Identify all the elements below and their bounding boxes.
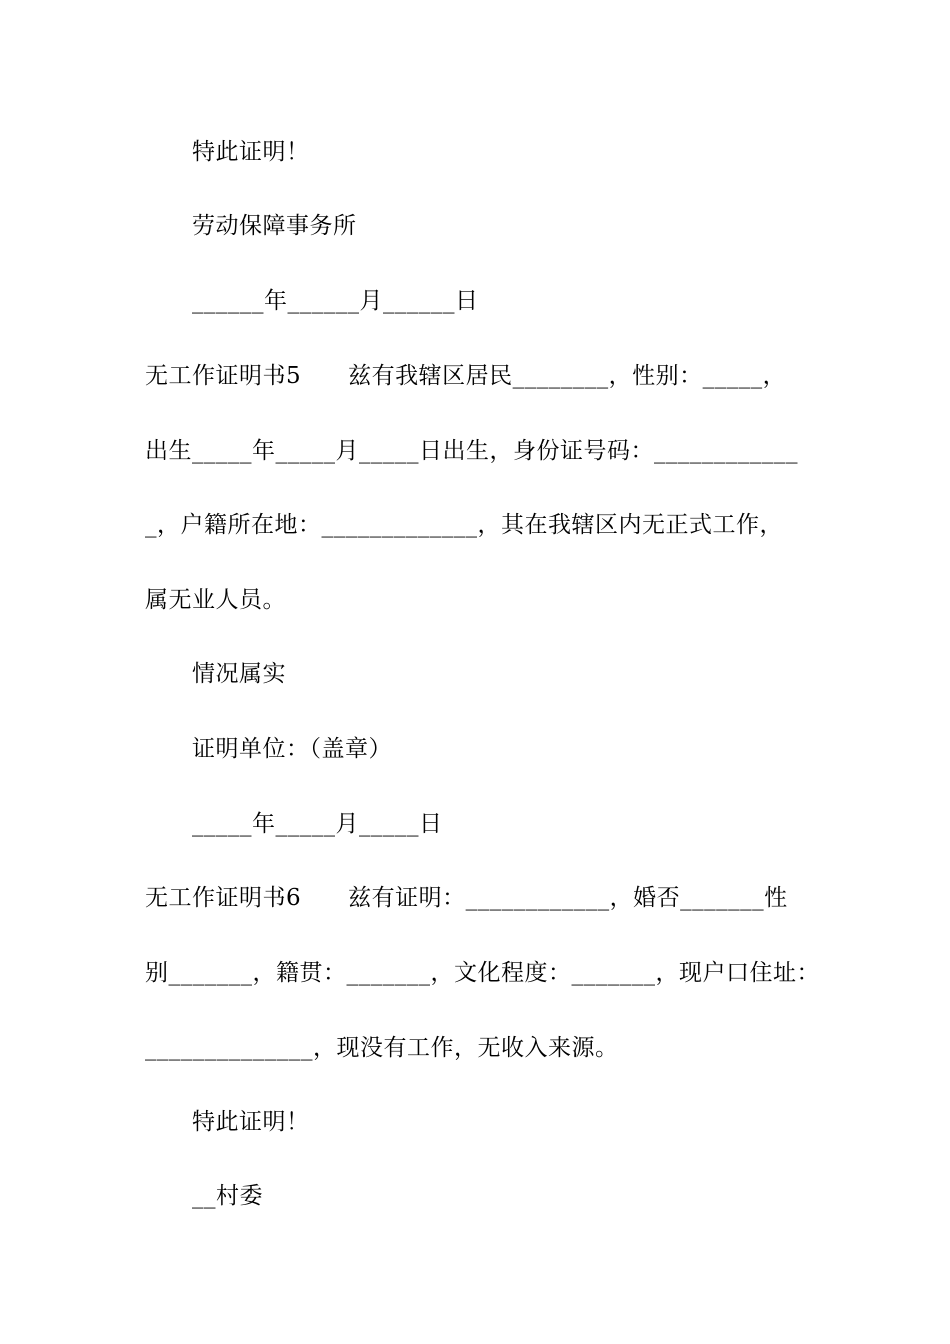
certifying-unit-seal: 证明单位：（盖章）	[192, 736, 392, 762]
closing-statement-1: 特此证明！	[192, 139, 310, 165]
date-line-1: ______年______月______日	[192, 288, 479, 314]
village-committee: __村委	[192, 1183, 263, 1209]
fact-confirmation: 情况属实	[192, 661, 286, 687]
certificate-6-no-income: ______________，现没有工作，无收入来源。	[145, 1035, 619, 1061]
issuer-labor-office: 劳动保障事务所	[192, 213, 357, 239]
certificate-5-status: 属无业人员。	[145, 587, 286, 613]
closing-statement-2: 特此证明！	[192, 1109, 310, 1135]
date-line-2: _____年_____月_____日	[192, 811, 443, 837]
certificate-5-intro: 无工作证明书5 兹有我辖区居民________，性别：_____，	[145, 363, 787, 389]
certificate-5-residence: _，户籍所在地：_____________，其在我辖区内无正式工作，	[145, 512, 783, 538]
certificate-6-intro: 无工作证明书6 兹有证明：____________，婚否_______性	[145, 885, 788, 911]
certificate-6-details: 别_______，籍贯：_______，文化程度：_______，现户口住址：	[145, 960, 820, 986]
certificate-5-birth-id: 出生_____年_____月_____日出生，身份证号码：____________	[145, 438, 798, 464]
